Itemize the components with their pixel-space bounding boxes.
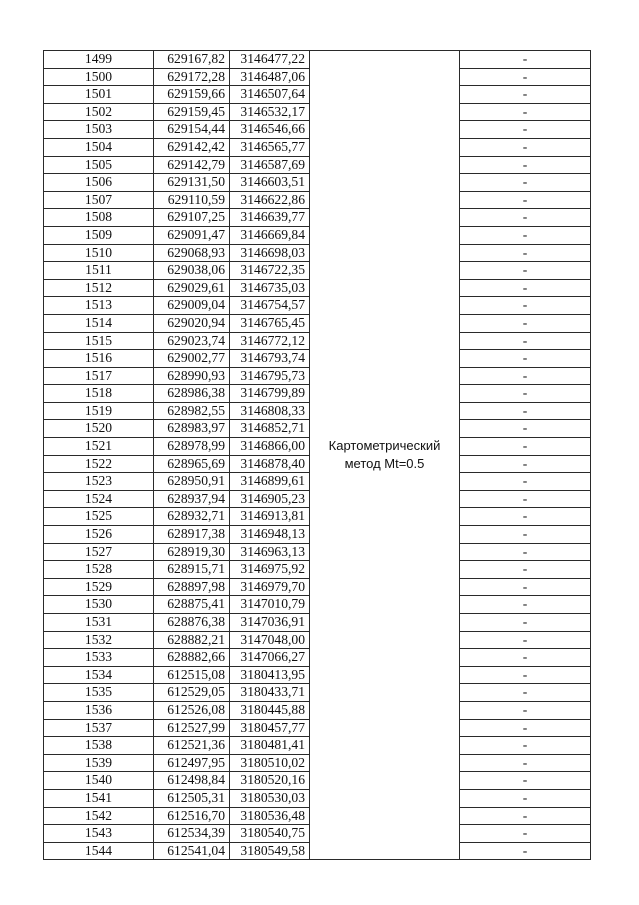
value-cell: -	[460, 455, 591, 473]
point-number-cell: 1521	[44, 438, 154, 456]
point-number-cell: 1542	[44, 807, 154, 825]
y-coordinate-cell: 3180536,48	[230, 807, 310, 825]
x-coordinate-cell: 628990,93	[154, 367, 230, 385]
coordinates-table	[43, 50, 591, 860]
y-coordinate-cell: 3146507,64	[230, 86, 310, 104]
value-cell: -	[460, 402, 591, 420]
point-number-cell: 1512	[44, 279, 154, 297]
x-coordinate-cell: 629029,61	[154, 279, 230, 297]
point-number-cell: 1530	[44, 596, 154, 614]
x-coordinate-cell: 612526,08	[154, 701, 230, 719]
point-number-cell: 1520	[44, 420, 154, 438]
x-coordinate-cell: 629002,77	[154, 350, 230, 368]
y-coordinate-cell: 3146878,40	[230, 455, 310, 473]
point-number-cell: 1524	[44, 490, 154, 508]
value-cell: -	[460, 789, 591, 807]
value-cell: -	[460, 649, 591, 667]
x-coordinate-cell: 612541,04	[154, 842, 230, 860]
value-cell: -	[460, 596, 591, 614]
y-coordinate-cell: 3146765,45	[230, 314, 310, 332]
x-coordinate-cell: 629172,28	[154, 68, 230, 86]
x-coordinate-cell: 629142,79	[154, 156, 230, 174]
y-coordinate-cell: 3146587,69	[230, 156, 310, 174]
x-coordinate-cell: 612515,08	[154, 666, 230, 684]
value-cell: -	[460, 701, 591, 719]
point-number-cell: 1538	[44, 737, 154, 755]
y-coordinate-cell: 3146975,92	[230, 561, 310, 579]
x-coordinate-cell: 628983,97	[154, 420, 230, 438]
y-coordinate-cell: 3180530,03	[230, 789, 310, 807]
y-coordinate-cell: 3146905,23	[230, 490, 310, 508]
value-cell: -	[460, 244, 591, 262]
value-cell: -	[460, 262, 591, 280]
value-cell: -	[460, 807, 591, 825]
y-coordinate-cell: 3146603,51	[230, 174, 310, 192]
point-number-cell: 1525	[44, 508, 154, 526]
x-coordinate-cell: 628917,38	[154, 526, 230, 544]
y-coordinate-cell: 3180540,75	[230, 825, 310, 843]
y-coordinate-cell: 3180510,02	[230, 754, 310, 772]
value-cell: -	[460, 737, 591, 755]
y-coordinate-cell: 3146487,06	[230, 68, 310, 86]
x-coordinate-cell: 628982,55	[154, 402, 230, 420]
x-coordinate-cell: 629038,06	[154, 262, 230, 280]
y-coordinate-cell: 3180457,77	[230, 719, 310, 737]
y-coordinate-cell: 3146963,13	[230, 543, 310, 561]
y-coordinate-cell: 3146799,89	[230, 385, 310, 403]
point-number-cell: 1532	[44, 631, 154, 649]
value-cell: -	[460, 156, 591, 174]
point-number-cell: 1529	[44, 578, 154, 596]
value-cell: -	[460, 103, 591, 121]
x-coordinate-cell: 629154,44	[154, 121, 230, 139]
x-coordinate-cell: 629159,45	[154, 103, 230, 121]
point-number-cell: 1502	[44, 103, 154, 121]
point-number-cell: 1544	[44, 842, 154, 860]
value-cell: -	[460, 332, 591, 350]
point-number-cell: 1537	[44, 719, 154, 737]
x-coordinate-cell: 628965,69	[154, 455, 230, 473]
x-coordinate-cell: 612521,36	[154, 737, 230, 755]
x-coordinate-cell: 629009,04	[154, 297, 230, 315]
y-coordinate-cell: 3180520,16	[230, 772, 310, 790]
x-coordinate-cell: 628932,71	[154, 508, 230, 526]
y-coordinate-cell: 3180481,41	[230, 737, 310, 755]
y-coordinate-cell: 3180445,88	[230, 701, 310, 719]
x-coordinate-cell: 612527,99	[154, 719, 230, 737]
y-coordinate-cell: 3146793,74	[230, 350, 310, 368]
x-coordinate-cell: 628950,91	[154, 473, 230, 491]
point-number-cell: 1506	[44, 174, 154, 192]
point-number-cell: 1534	[44, 666, 154, 684]
value-cell: -	[460, 508, 591, 526]
point-number-cell: 1507	[44, 191, 154, 209]
x-coordinate-cell: 612516,70	[154, 807, 230, 825]
y-coordinate-cell: 3146669,84	[230, 226, 310, 244]
y-coordinate-cell: 3146735,03	[230, 279, 310, 297]
y-coordinate-cell: 3180549,58	[230, 842, 310, 860]
y-coordinate-cell: 3146565,77	[230, 138, 310, 156]
value-cell: -	[460, 209, 591, 227]
value-cell: -	[460, 543, 591, 561]
y-coordinate-cell: 3146979,70	[230, 578, 310, 596]
x-coordinate-cell: 612505,31	[154, 789, 230, 807]
y-coordinate-cell: 3146899,61	[230, 473, 310, 491]
value-cell: -	[460, 614, 591, 632]
point-number-cell: 1517	[44, 367, 154, 385]
x-coordinate-cell: 628937,94	[154, 490, 230, 508]
y-coordinate-cell: 3146754,57	[230, 297, 310, 315]
point-number-cell: 1526	[44, 526, 154, 544]
value-cell: -	[460, 121, 591, 139]
point-number-cell: 1509	[44, 226, 154, 244]
y-coordinate-cell: 3146639,77	[230, 209, 310, 227]
value-cell: -	[460, 666, 591, 684]
point-number-cell: 1523	[44, 473, 154, 491]
point-number-cell: 1540	[44, 772, 154, 790]
x-coordinate-cell: 629167,82	[154, 51, 230, 69]
y-coordinate-cell: 3147036,91	[230, 614, 310, 632]
value-cell: -	[460, 631, 591, 649]
x-coordinate-cell: 629159,66	[154, 86, 230, 104]
x-coordinate-cell: 628876,38	[154, 614, 230, 632]
value-cell: -	[460, 772, 591, 790]
x-coordinate-cell: 629131,50	[154, 174, 230, 192]
point-number-cell: 1515	[44, 332, 154, 350]
x-coordinate-cell: 629142,42	[154, 138, 230, 156]
value-cell: -	[460, 138, 591, 156]
x-coordinate-cell: 628978,99	[154, 438, 230, 456]
point-number-cell: 1518	[44, 385, 154, 403]
x-coordinate-cell: 612529,05	[154, 684, 230, 702]
method-name: Картометрический	[328, 438, 441, 454]
value-cell: -	[460, 68, 591, 86]
point-number-cell: 1504	[44, 138, 154, 156]
x-coordinate-cell: 628882,21	[154, 631, 230, 649]
value-cell: -	[460, 684, 591, 702]
point-number-cell: 1522	[44, 455, 154, 473]
value-cell: -	[460, 438, 591, 456]
point-number-cell: 1528	[44, 561, 154, 579]
value-cell: -	[460, 350, 591, 368]
point-number-cell: 1511	[44, 262, 154, 280]
y-coordinate-cell: 3146772,12	[230, 332, 310, 350]
x-coordinate-cell: 629107,25	[154, 209, 230, 227]
y-coordinate-cell: 3180433,71	[230, 684, 310, 702]
y-coordinate-cell: 3146808,33	[230, 402, 310, 420]
value-cell: -	[460, 578, 591, 596]
point-number-cell: 1501	[44, 86, 154, 104]
point-number-cell: 1510	[44, 244, 154, 262]
x-coordinate-cell: 612498,84	[154, 772, 230, 790]
value-cell: -	[460, 420, 591, 438]
point-number-cell: 1536	[44, 701, 154, 719]
value-cell: -	[460, 754, 591, 772]
value-cell: -	[460, 719, 591, 737]
y-coordinate-cell: 3146795,73	[230, 367, 310, 385]
y-coordinate-cell: 3146866,00	[230, 438, 310, 456]
x-coordinate-cell: 628882,66	[154, 649, 230, 667]
y-coordinate-cell: 3146948,13	[230, 526, 310, 544]
value-cell: -	[460, 825, 591, 843]
x-coordinate-cell: 629110,59	[154, 191, 230, 209]
y-coordinate-cell: 3146622,86	[230, 191, 310, 209]
point-number-cell: 1514	[44, 314, 154, 332]
value-cell: -	[460, 490, 591, 508]
point-number-cell: 1503	[44, 121, 154, 139]
x-coordinate-cell: 628986,38	[154, 385, 230, 403]
x-coordinate-cell: 628915,71	[154, 561, 230, 579]
value-cell: -	[460, 842, 591, 860]
value-cell: -	[460, 526, 591, 544]
point-number-cell: 1527	[44, 543, 154, 561]
value-cell: -	[460, 86, 591, 104]
y-coordinate-cell: 3146698,03	[230, 244, 310, 262]
x-coordinate-cell: 628875,41	[154, 596, 230, 614]
point-number-cell: 1505	[44, 156, 154, 174]
point-number-cell: 1500	[44, 68, 154, 86]
x-coordinate-cell: 629023,74	[154, 332, 230, 350]
y-coordinate-cell: 3147066,27	[230, 649, 310, 667]
value-cell: -	[460, 51, 591, 69]
x-coordinate-cell: 629068,93	[154, 244, 230, 262]
x-coordinate-cell: 628897,98	[154, 578, 230, 596]
y-coordinate-cell: 3146477,22	[230, 51, 310, 69]
value-cell: -	[460, 191, 591, 209]
point-number-cell: 1516	[44, 350, 154, 368]
y-coordinate-cell: 3146852,71	[230, 420, 310, 438]
point-number-cell: 1541	[44, 789, 154, 807]
point-number-cell: 1499	[44, 51, 154, 69]
point-number-cell: 1539	[44, 754, 154, 772]
y-coordinate-cell: 3146913,81	[230, 508, 310, 526]
value-cell: -	[460, 279, 591, 297]
y-coordinate-cell: 3147010,79	[230, 596, 310, 614]
method-accuracy: метод Mt=0.5	[344, 456, 425, 472]
value-cell: -	[460, 367, 591, 385]
point-number-cell: 1519	[44, 402, 154, 420]
y-coordinate-cell: 3146722,35	[230, 262, 310, 280]
value-cell: -	[460, 297, 591, 315]
x-coordinate-cell: 612534,39	[154, 825, 230, 843]
x-coordinate-cell: 629091,47	[154, 226, 230, 244]
y-coordinate-cell: 3180413,95	[230, 666, 310, 684]
value-cell: -	[460, 561, 591, 579]
value-cell: -	[460, 314, 591, 332]
point-number-cell: 1543	[44, 825, 154, 843]
point-number-cell: 1533	[44, 649, 154, 667]
method-cell	[310, 51, 460, 860]
value-cell: -	[460, 226, 591, 244]
coordinates-table-body	[44, 51, 591, 860]
value-cell: -	[460, 473, 591, 491]
table-row	[44, 51, 591, 69]
value-cell: -	[460, 174, 591, 192]
y-coordinate-cell: 3146532,17	[230, 103, 310, 121]
point-number-cell: 1535	[44, 684, 154, 702]
point-number-cell: 1508	[44, 209, 154, 227]
point-number-cell: 1531	[44, 614, 154, 632]
value-cell: -	[460, 385, 591, 403]
y-coordinate-cell: 3147048,00	[230, 631, 310, 649]
x-coordinate-cell: 628919,30	[154, 543, 230, 561]
x-coordinate-cell: 612497,95	[154, 754, 230, 772]
x-coordinate-cell: 629020,94	[154, 314, 230, 332]
point-number-cell: 1513	[44, 297, 154, 315]
y-coordinate-cell: 3146546,66	[230, 121, 310, 139]
